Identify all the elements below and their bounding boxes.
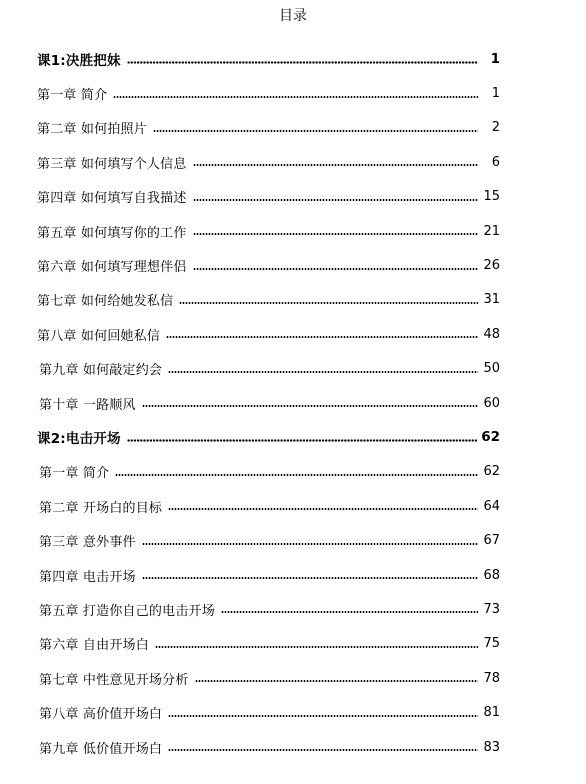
dot-leader — [168, 749, 478, 751]
dot-leader — [195, 680, 478, 682]
toc-lesson-1[interactable] — [37, 42, 500, 76]
toc-page-number: 64 — [483, 498, 500, 514]
dot-leader — [166, 336, 478, 338]
toc-entry-label: 第八章 如何回她私信 — [37, 328, 161, 344]
toc-entry-label: 第七章 如何给她发私信 — [37, 294, 174, 310]
toc-page-number: 75 — [483, 636, 500, 652]
dot-leader — [127, 61, 478, 64]
toc-entry-label: 课2:电击开场 — [37, 431, 121, 448]
toc-page-number: 2 — [491, 120, 500, 136]
toc-chapter[interactable] — [37, 730, 500, 764]
dot-leader — [221, 611, 478, 613]
dot-leader — [115, 474, 478, 476]
toc-entry-label: 第五章 如何填写你的工作 — [37, 225, 187, 241]
toc-page-number: 60 — [483, 395, 500, 411]
toc-page-number: 73 — [483, 601, 500, 617]
toc-page-number: 62 — [481, 429, 500, 446]
toc-chapter[interactable] — [37, 111, 500, 145]
toc-chapter[interactable] — [37, 627, 500, 661]
toc-lesson-2[interactable] — [37, 420, 500, 454]
toc-page-number: 48 — [483, 326, 500, 342]
toc-chapter[interactable] — [37, 695, 500, 729]
dot-leader — [142, 577, 478, 579]
toc-chapter[interactable] — [37, 352, 500, 386]
dot-leader — [142, 405, 478, 407]
dot-leader — [127, 439, 478, 442]
toc-entry-label: 第一章 简介 — [37, 88, 108, 104]
toc-entry-label: 第三章 意外事件 — [39, 535, 136, 551]
dot-leader — [168, 508, 478, 510]
dot-leader — [142, 543, 478, 545]
toc-page-number: 68 — [483, 567, 500, 583]
toc-entry-label: 第八章 高价值开场白 — [39, 707, 163, 723]
toc-chapter[interactable] — [37, 558, 500, 592]
toc-chapter[interactable] — [37, 386, 500, 420]
dot-leader — [155, 646, 478, 648]
toc-page-number: 62 — [483, 464, 500, 480]
dot-leader — [113, 96, 478, 98]
toc-chapter[interactable] — [37, 661, 500, 695]
toc-page-number: 15 — [483, 189, 500, 205]
toc-chapter[interactable] — [37, 180, 500, 214]
toc-entry-label: 第七章 中性意见开场分析 — [39, 672, 189, 688]
toc-page-number: 1 — [491, 86, 500, 102]
toc-entry-label: 第九章 低价值开场白 — [39, 741, 163, 757]
toc-chapter[interactable] — [37, 76, 500, 110]
toc-entry-label: 第九章 如何敲定约会 — [39, 363, 163, 379]
toc-page-number: 21 — [483, 223, 500, 239]
dot-leader — [168, 715, 478, 717]
toc-entry-label: 课1:决胜把妹 — [37, 53, 121, 70]
toc-chapter[interactable] — [37, 523, 500, 557]
dot-leader — [193, 268, 478, 270]
toc-chapter[interactable] — [37, 317, 500, 351]
toc-page-number: 50 — [483, 361, 500, 377]
toc-chapter[interactable] — [37, 248, 500, 282]
toc-chapter[interactable] — [37, 489, 500, 523]
toc-entry-label: 第三章 如何填写个人信息 — [37, 156, 187, 172]
toc-entry-label: 第四章 电击开场 — [39, 569, 136, 585]
toc-page-number: 78 — [483, 670, 500, 686]
dot-leader — [179, 302, 478, 304]
toc-entry-label: 第二章 如何拍照片 — [37, 122, 147, 138]
page-title: 目录 — [279, 8, 307, 24]
toc-entry-label: 第四章 如何填写自我描述 — [37, 191, 187, 207]
toc-entry-label: 第一章 简介 — [39, 466, 110, 482]
dot-leader — [193, 164, 478, 166]
dot-leader — [193, 233, 478, 235]
dot-leader — [193, 199, 478, 201]
toc-page-number: 1 — [490, 51, 500, 68]
toc-page-number: 26 — [483, 258, 500, 274]
toc-page-number: 83 — [483, 739, 500, 755]
toc-page-number: 31 — [483, 292, 500, 308]
toc-chapter[interactable] — [37, 455, 500, 489]
toc-chapter[interactable] — [37, 283, 500, 317]
toc-chapter[interactable] — [37, 214, 500, 248]
dot-leader — [168, 371, 478, 373]
table-of-contents — [37, 42, 500, 764]
dot-leader — [153, 130, 478, 132]
toc-page-number: 81 — [483, 705, 500, 721]
toc-page-number: 67 — [483, 533, 500, 549]
toc-entry-label: 第二章 开场白的目标 — [39, 500, 163, 516]
toc-entry-label: 第五章 打造你自己的电击开场 — [39, 603, 215, 619]
toc-entry-label: 第十章 一路顺风 — [39, 397, 136, 413]
toc-entry-label: 第六章 如何填写理想伴侣 — [37, 260, 187, 276]
toc-chapter[interactable] — [37, 592, 500, 626]
toc-chapter[interactable] — [37, 145, 500, 179]
toc-entry-label: 第六章 自由开场白 — [39, 638, 149, 654]
toc-page-number: 6 — [491, 154, 500, 170]
